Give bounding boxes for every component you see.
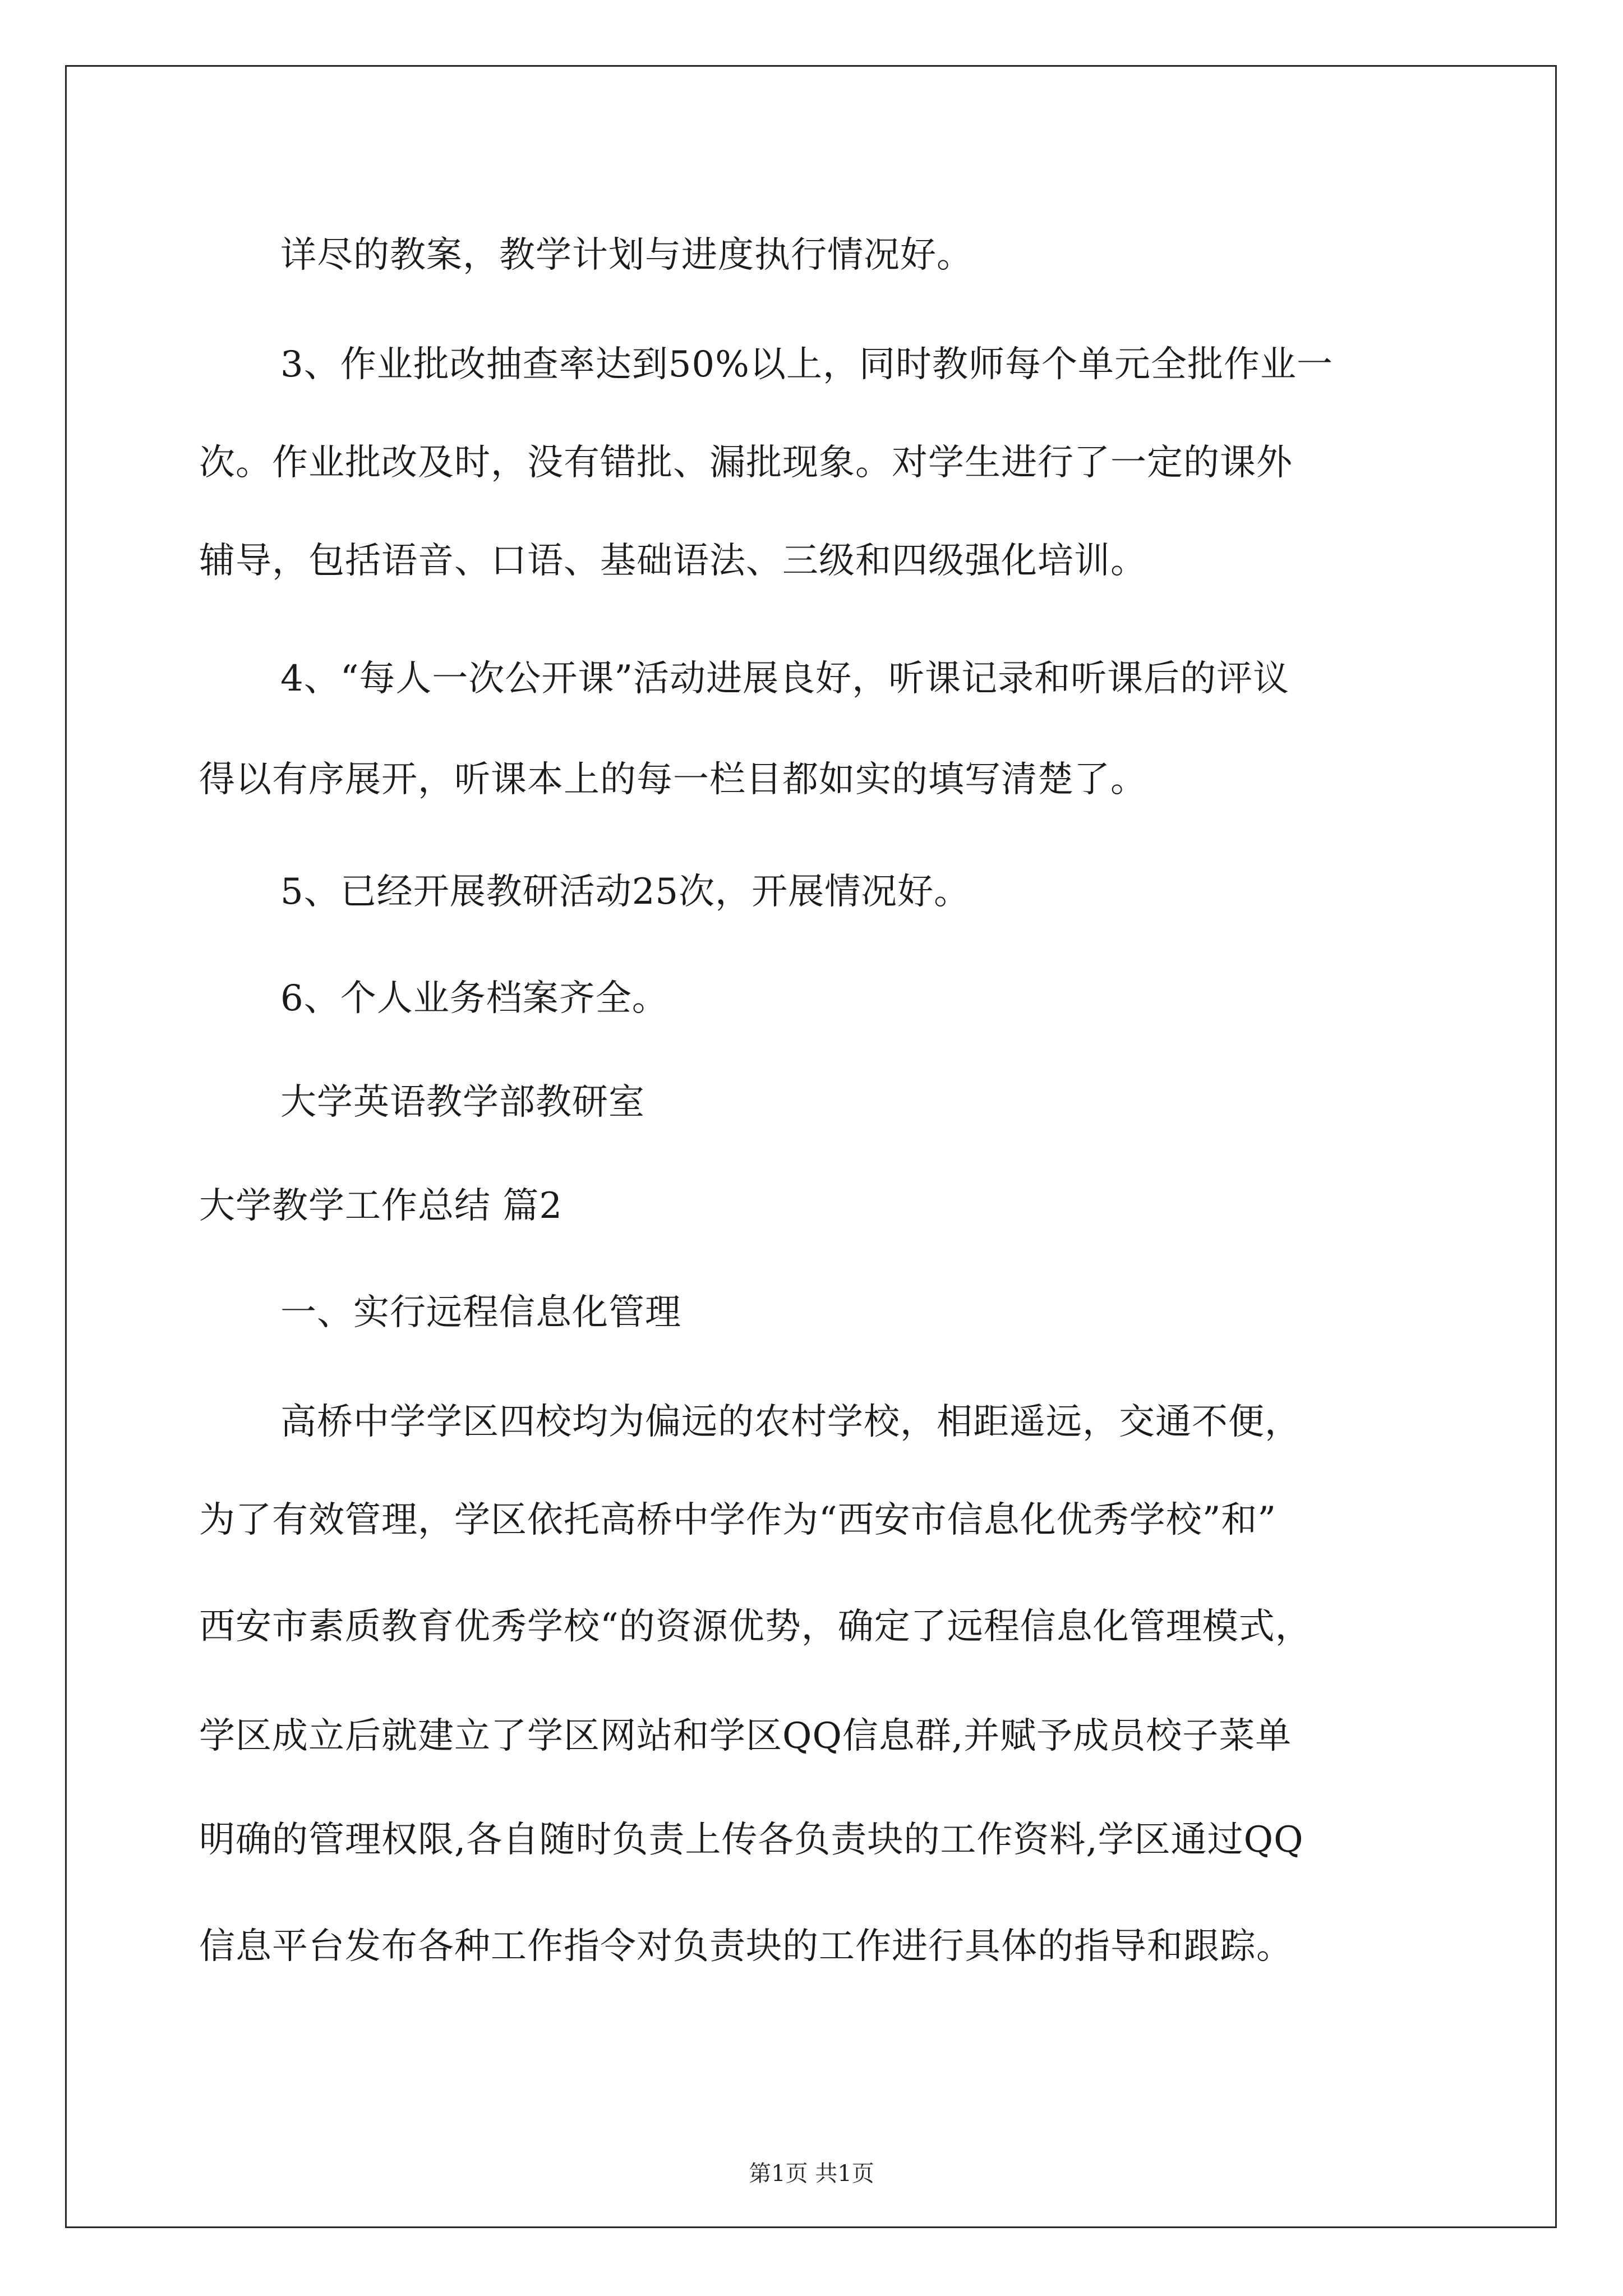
paragraph-line: 明确的管理权限,各自随时负责上传各负责块的工作资料,学区通过QQ bbox=[199, 1819, 1304, 1861]
paragraph-line: 4、“每人一次公开课”活动进展良好，听课记录和听课后的评议 bbox=[280, 658, 1290, 700]
paragraph-line: 5、已经开展教研活动25次，开展情况好。 bbox=[280, 871, 971, 913]
paragraph-line: 西安市素质教育优秀学校“的资源优势，确定了远程信息化管理模式， bbox=[199, 1606, 1312, 1648]
section-heading: 大学教学工作总结 篇2 bbox=[199, 1185, 563, 1227]
paragraph-line: 信息平台发布各种工作指令对负责块的工作进行具体的指导和跟踪。 bbox=[199, 1926, 1293, 1967]
paragraph-line: 6、个人业务档案齐全。 bbox=[280, 978, 668, 1019]
paragraph-line: 详尽的教案，教学计划与进度执行情况好。 bbox=[280, 234, 973, 276]
paragraph-line: 次。作业批改及时，没有错批、漏批现象。对学生进行了一定的课外 bbox=[199, 442, 1293, 484]
paragraph-line: 辅导，包括语音、口语、基础语法、三级和四级强化培训。 bbox=[199, 540, 1147, 582]
paragraph-line: 为了有效管理，学区依托高桥中学作为“西安市信息化优秀学校”和” bbox=[199, 1499, 1277, 1541]
page-footer: 第1页 共1页 bbox=[749, 2161, 874, 2187]
signature-line: 大学英语教学部教研室 bbox=[280, 1082, 645, 1123]
page-border bbox=[65, 65, 1557, 2228]
subsection-heading: 一、实行远程信息化管理 bbox=[280, 1292, 681, 1333]
paragraph-line: 学区成立后就建立了学区网站和学区QQ信息群,并赋予成员校子菜单 bbox=[199, 1715, 1292, 1757]
paragraph-line: 得以有序展开，听课本上的每一栏目都如实的填写清楚了。 bbox=[199, 759, 1147, 800]
paragraph-line: 3、作业批改抽查率达到50%以上，同时教师每个单元全批作业一 bbox=[280, 344, 1333, 385]
paragraph-line: 高桥中学学区四校均为偏远的农村学校，相距遥远，交通不便， bbox=[280, 1401, 1301, 1443]
